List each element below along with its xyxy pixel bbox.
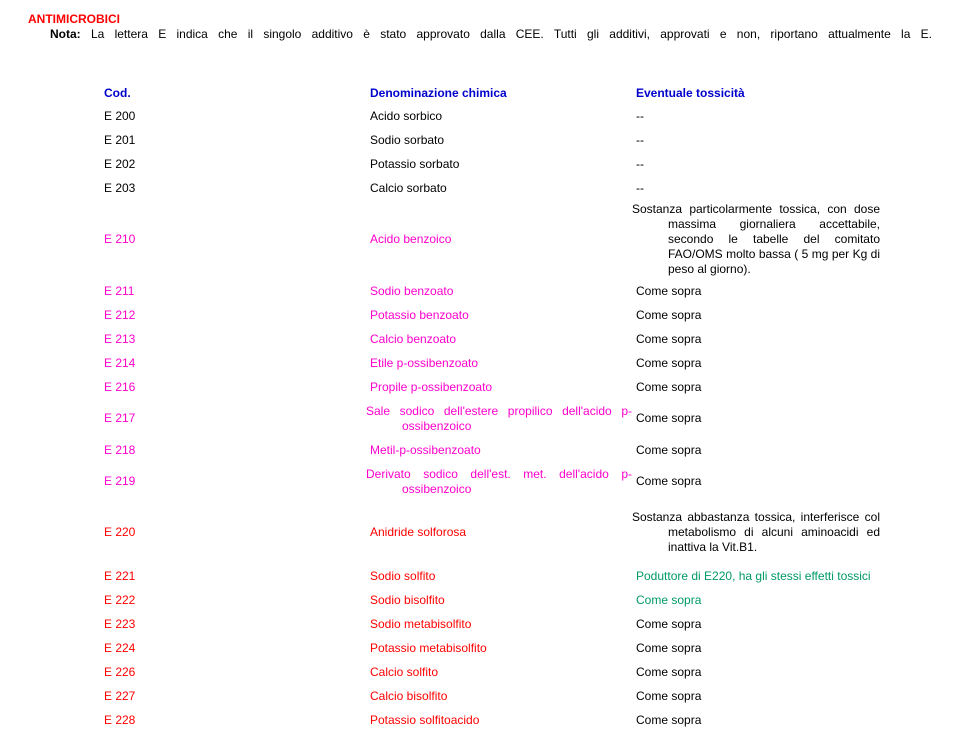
row-toxicity: Come sopra bbox=[636, 331, 702, 346]
row-code: E 213 bbox=[104, 331, 136, 346]
row-toxicity: Come sopra bbox=[636, 688, 702, 703]
row-code: E 223 bbox=[104, 616, 136, 631]
table-row bbox=[100, 684, 880, 708]
table-row bbox=[100, 152, 880, 176]
table-row bbox=[100, 303, 880, 327]
table-row bbox=[100, 501, 880, 564]
row-name: Calcio benzoato bbox=[370, 331, 457, 346]
row-name: Sale sodico dell'estere propilico dell'acido p-ossibenzoico bbox=[366, 403, 632, 433]
header-toxicity: Eventuale tossicità bbox=[636, 85, 745, 100]
row-toxicity: Poduttore di E220, ha gli stessi effetti tossici bbox=[636, 568, 871, 583]
row-code: E 224 bbox=[104, 640, 136, 655]
row-toxicity: Come sopra bbox=[636, 442, 702, 457]
row-code: E 202 bbox=[104, 156, 136, 171]
note-text: La lettera E indica che il singolo additivo è stato approvato dalla CEE. Tutti gli additivi, approvati e non, riportano attualmente la E. bbox=[90, 27, 932, 41]
header-code: Cod. bbox=[104, 85, 131, 100]
table-row bbox=[100, 588, 880, 612]
row-toxicity: Come sopra bbox=[636, 664, 702, 679]
row-name: Sodio sorbato bbox=[370, 132, 445, 147]
row-code: E 227 bbox=[104, 688, 136, 703]
table-row bbox=[100, 200, 880, 279]
table-row bbox=[100, 375, 880, 399]
row-toxicity: Come sopra bbox=[636, 283, 702, 298]
row-code: E 212 bbox=[104, 307, 136, 322]
row-toxicity: Come sopra bbox=[636, 379, 702, 394]
additives-table bbox=[100, 82, 880, 732]
row-code: E 203 bbox=[104, 180, 136, 195]
table-row bbox=[100, 438, 880, 462]
row-name: Calcio solfito bbox=[370, 664, 439, 679]
table-row bbox=[100, 104, 880, 128]
row-code: E 217 bbox=[104, 411, 136, 425]
table-row bbox=[100, 399, 880, 438]
row-name: Propile p-ossibenzoato bbox=[370, 379, 493, 394]
row-name: Sodio solfito bbox=[370, 568, 436, 583]
row-name: Calcio sorbato bbox=[370, 180, 447, 195]
row-code: E 228 bbox=[104, 712, 136, 727]
table-row bbox=[100, 708, 880, 732]
table-row bbox=[100, 564, 880, 588]
table-row bbox=[100, 612, 880, 636]
table-row bbox=[100, 660, 880, 684]
table-row bbox=[100, 462, 880, 501]
row-code: E 221 bbox=[104, 568, 136, 583]
row-name: Sodio bisolfito bbox=[370, 592, 445, 607]
row-code: E 220 bbox=[104, 525, 136, 539]
header-name: Denominazione chimica bbox=[370, 85, 507, 100]
row-code: E 200 bbox=[104, 108, 136, 123]
row-code: E 218 bbox=[104, 442, 136, 457]
table-row bbox=[100, 327, 880, 351]
row-name: Metil-p-ossibenzoato bbox=[370, 442, 481, 457]
row-code: E 226 bbox=[104, 664, 136, 679]
row-code: E 214 bbox=[104, 355, 136, 370]
row-code: E 219 bbox=[104, 474, 136, 488]
row-name: Anidride solforosa bbox=[370, 525, 467, 539]
row-name: Sodio metabisolfito bbox=[370, 616, 472, 631]
row-toxicity: -- bbox=[636, 132, 644, 147]
row-toxicity: Come sopra bbox=[636, 474, 702, 488]
row-toxicity: Come sopra bbox=[636, 592, 702, 607]
row-name: Potassio sorbato bbox=[370, 156, 460, 171]
row-toxicity: Sostanza abbastanza tossica, interferisce col metabolismo di alcuni aminoacidi ed inattiva la Vit.B1. bbox=[632, 510, 880, 554]
row-code: E 211 bbox=[104, 283, 135, 298]
section-heading: ANTIMICROBICI bbox=[28, 12, 120, 26]
table-header-row bbox=[100, 82, 880, 104]
row-code: E 201 bbox=[104, 132, 136, 147]
row-name: Potassio benzoato bbox=[370, 307, 469, 322]
row-name: Potassio metabisolfito bbox=[370, 640, 487, 655]
table-row bbox=[100, 636, 880, 660]
row-code: E 222 bbox=[104, 592, 136, 607]
row-toxicity: -- bbox=[636, 156, 644, 171]
note-paragraph bbox=[28, 27, 932, 41]
row-toxicity: -- bbox=[636, 108, 644, 123]
row-toxicity: Come sopra bbox=[636, 355, 702, 370]
table-row bbox=[100, 128, 880, 152]
row-name: Potassio solfitoacido bbox=[370, 712, 480, 727]
table-row bbox=[100, 351, 880, 375]
row-toxicity: Come sopra bbox=[636, 411, 702, 425]
note-label: Nota: bbox=[50, 27, 81, 41]
table-row bbox=[100, 176, 880, 200]
row-toxicity: Come sopra bbox=[636, 307, 702, 322]
row-name: Acido benzoico bbox=[370, 232, 452, 246]
row-name: Derivato sodico dell'est. met. dell'acido p-ossibenzoico bbox=[366, 466, 632, 496]
row-code: E 210 bbox=[104, 232, 136, 246]
row-toxicity: Sostanza particolarmente tossica, con dose massima giornaliera accettabile, secondo le tabelle del comitato FAO/OMS molto bassa ( 5 mg per Kg di peso al giorno). bbox=[632, 202, 880, 276]
row-name: Acido sorbico bbox=[370, 108, 443, 123]
row-name: Sodio benzoato bbox=[370, 283, 454, 298]
row-name: Calcio bisolfito bbox=[370, 688, 448, 703]
row-toxicity: -- bbox=[636, 180, 644, 195]
row-toxicity: Come sopra bbox=[636, 616, 702, 631]
row-code: E 216 bbox=[104, 379, 136, 394]
row-toxicity: Come sopra bbox=[636, 712, 702, 727]
table-row bbox=[100, 279, 880, 303]
row-toxicity: Come sopra bbox=[636, 640, 702, 655]
row-name: Etile p-ossibenzoato bbox=[370, 355, 479, 370]
